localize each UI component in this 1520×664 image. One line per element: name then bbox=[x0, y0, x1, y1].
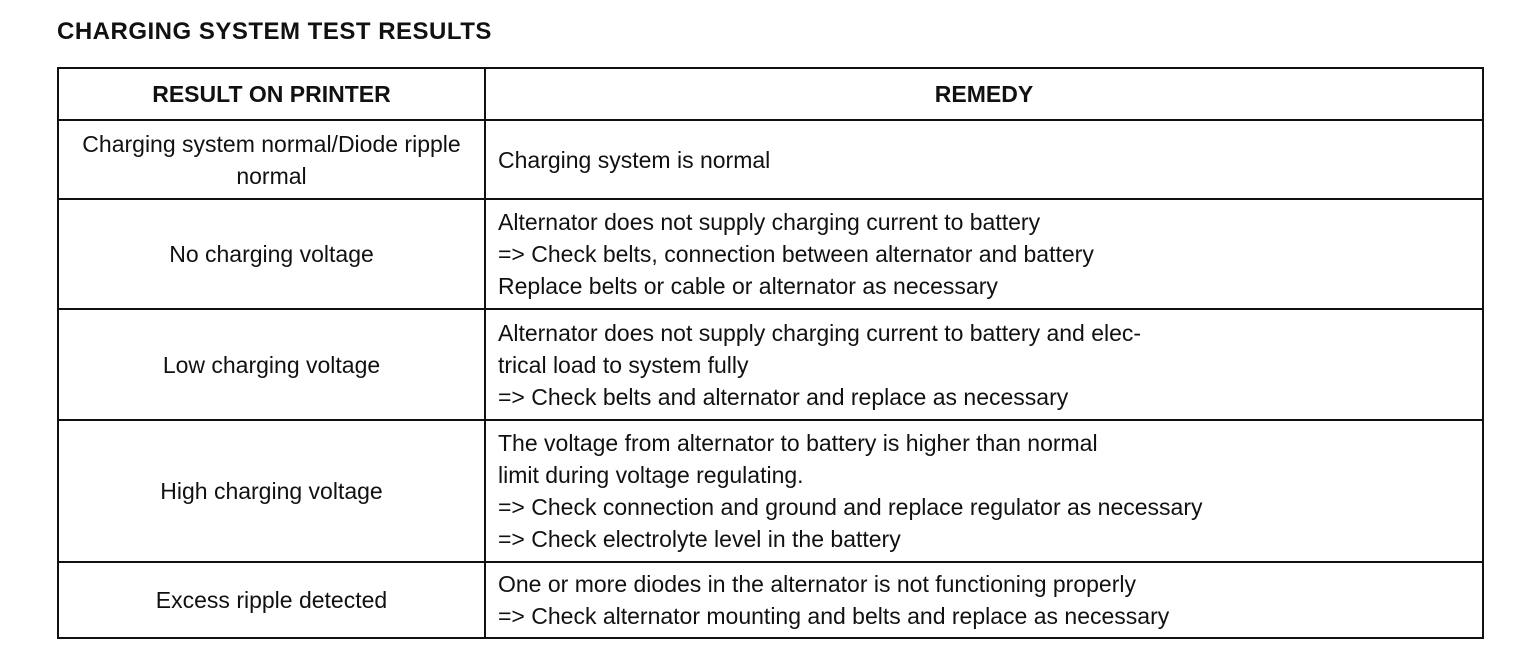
table-row bbox=[58, 199, 1483, 309]
result-cell: Low charging voltage bbox=[58, 309, 485, 420]
page-title: CHARGING SYSTEM TEST RESULTS bbox=[57, 18, 492, 45]
remedy-line: The voltage from alternator to battery is higher than normal bbox=[498, 430, 1098, 456]
remedy-cell bbox=[485, 420, 1483, 562]
header-row bbox=[58, 68, 1483, 120]
remedy-line: => Check electrolyte level in the battery bbox=[498, 526, 901, 552]
table-row bbox=[58, 309, 1483, 420]
remedy-cell bbox=[485, 309, 1483, 420]
remedy-line: => Check connection and ground and replace regulator as necessary bbox=[498, 494, 1203, 520]
remedy-cell bbox=[485, 199, 1483, 309]
remedy-line: Replace belts or cable or alternator as necessary bbox=[498, 273, 998, 299]
remedy-line: Alternator does not supply charging current to battery and elec- bbox=[498, 319, 1142, 346]
table-row bbox=[58, 420, 1483, 562]
table-row bbox=[58, 120, 1483, 199]
remedy-line: => Check alternator mounting and belts and replace as necessary bbox=[498, 603, 1170, 629]
column-header-result: RESULT ON PRINTER bbox=[58, 68, 485, 120]
remedy-line: limit during voltage regulating. bbox=[498, 462, 804, 488]
remedy-cell bbox=[485, 120, 1483, 199]
remedy-line: Alternator does not supply charging current to battery bbox=[498, 209, 1041, 235]
remedy-line: trical load to system fully bbox=[498, 351, 749, 378]
result-cell: Charging system normal/Diode ripple normal bbox=[58, 120, 485, 199]
remedy-line: => Check belts, connection between alternator and battery bbox=[498, 241, 1094, 267]
results-table bbox=[57, 67, 1484, 639]
result-cell: Excess ripple detected bbox=[58, 562, 485, 638]
table-row bbox=[58, 562, 1483, 638]
remedy-line: => Check belts and alternator and replace as necessary bbox=[498, 383, 1069, 410]
remedy-line: Charging system is normal bbox=[498, 146, 771, 173]
column-header-remedy: REMEDY bbox=[485, 68, 1483, 120]
result-cell: High charging voltage bbox=[58, 420, 485, 562]
remedy-cell bbox=[485, 562, 1483, 638]
result-cell: No charging voltage bbox=[58, 199, 485, 309]
remedy-line: One or more diodes in the alternator is not functioning properly bbox=[498, 571, 1136, 597]
